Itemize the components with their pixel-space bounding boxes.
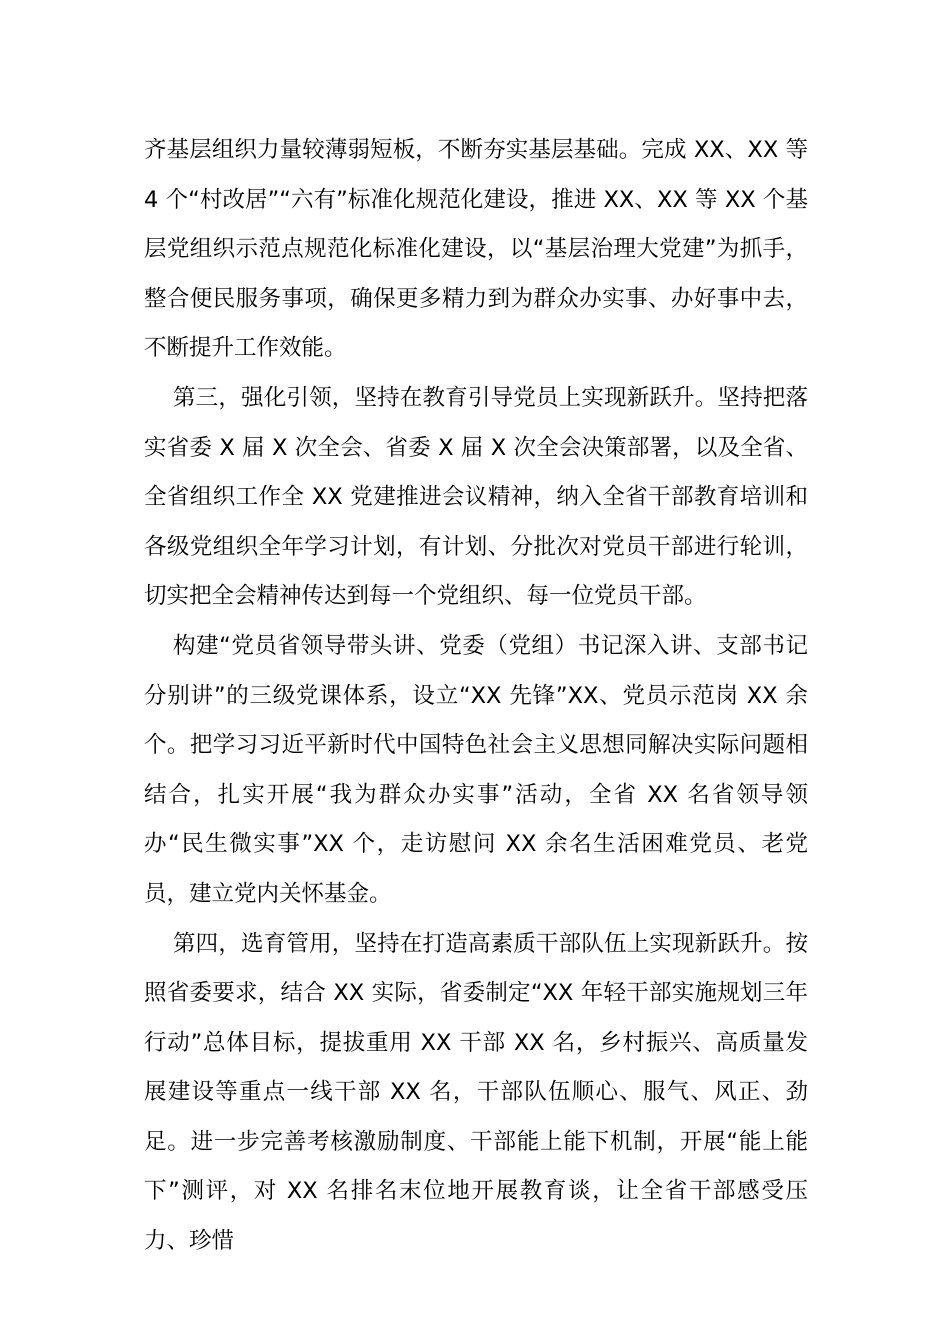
paragraph-continuation: 齐基层组织力量较薄弱短板，不断夯实基层基础。完成 XX、XX 等 4 个“村改居”“六有”标准化规范化建设，推进 XX、XX 等 XX 个基层党组织示范点规范化标准化建设，以“基层治理大党建”为抓手，整合便民服务事项，确保更多精力到为群众办实事、办好事中去，不断提升工作效能。 [144,137,808,362]
document-body [144,126,808,1267]
paragraph-party-lecture-system: 构建“党员省领导带头讲、党委（党组）书记深入讲、支部书记分别讲”的三级党课体系，设立“XX 先锋”XX、党员示范岗 XX 余个。把学习习近平新时代中国特色社会主义思想同解决实际问题相结合，扎实开展“我为群众办实事”活动，全省 XX 名省领导领办“民生微实事”XX 个，走访慰问 XX 余名生活困难党员、老党员，建立党内关怀基金。 [144,632,808,907]
paragraph-fourth-point: 第四，选育管用，坚持在打造高素质干部队伍上实现新跃升。按照省委要求，结合 XX 实际，省委制定“XX 年轻干部实施规划三年行动”总体目标，提拔重用 XX 干部 XX 名，乡村振兴、高质量发展建设等重点一线干部 XX 名，干部队伍顺心、服气、风正、劲足。进一步完善考核激励制度、干部能上能下机制，开展“能上能下”测评，对 XX 名排名末位地开展教育谈，让全省干部感受压力、珍惜 [144,930,808,1255]
paragraph-third-point: 第三，强化引领，坚持在教育引导党员上实现新跃升。坚持把落实省委 X 届 X 次全会、省委 X 届 X 次全会决策部署，以及全省、全省组织工作全 XX 党建推进会议精神，纳入全省干部教育培训和各级党组织全年学习计划，有计划、分批次对党员干部进行轮训，切实把全会精神传达到每一个党组织、每一位党员干部。 [144,384,808,610]
